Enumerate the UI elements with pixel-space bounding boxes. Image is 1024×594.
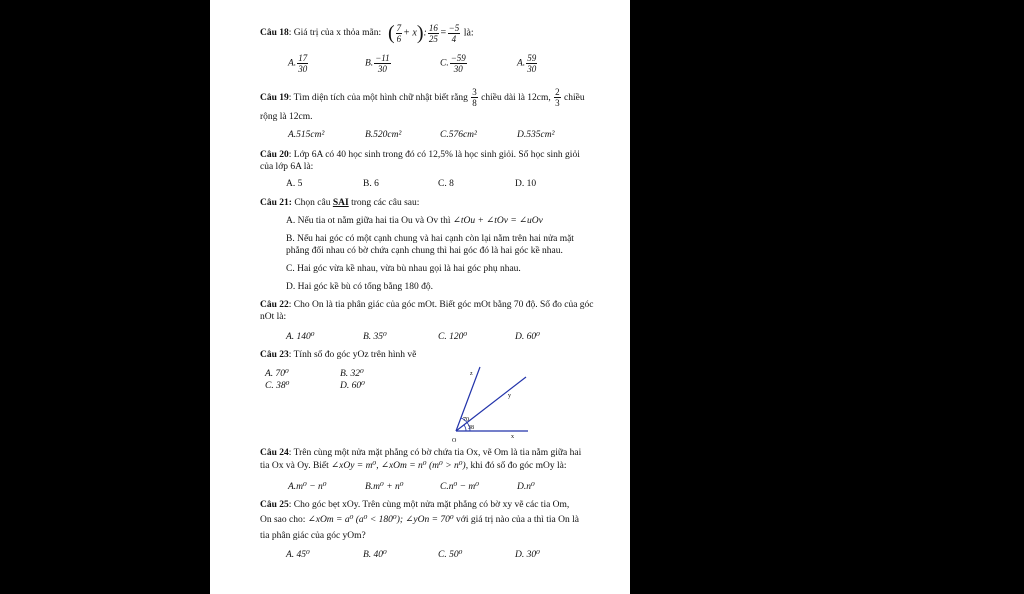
opt-letter: A. <box>517 58 526 69</box>
opt-letter: C. <box>440 58 449 69</box>
frac-num: 2 <box>555 87 560 98</box>
label-o: O <box>452 438 457 444</box>
frac-num: 59 <box>527 53 537 63</box>
q22-label: Câu 22 <box>260 300 289 310</box>
q18-expression: ( $\frac{7}{6}$ + x): $\frac{16}{25}$ = $\frac{-5}{4}$ là: <box>388 22 474 44</box>
q18-line <box>260 27 381 39</box>
q22-option-c: C. 120⁰ <box>438 332 468 342</box>
q20-text: : Lớp 6A có 40 học sinh trong đó có 12,5% là học sinh giỏi. Số học sinh giỏi của lớp 6A là: <box>260 150 580 172</box>
q25-label: Câu 25 <box>260 500 289 510</box>
q23-angle-figure <box>446 360 536 445</box>
q21-question <box>260 197 419 209</box>
label-angle-70: 70 <box>463 417 469 423</box>
q23-text: : Tính số đo góc yOz trên hình vẽ <box>288 350 417 360</box>
frac-den: 30 <box>298 64 308 74</box>
q19-text2: chiều dài là 12cm, <box>481 93 551 103</box>
frac-den: 8 <box>472 98 477 109</box>
q24-line1 <box>260 447 581 459</box>
q23-label: Câu 23 <box>260 350 289 360</box>
q18-option-b <box>365 53 392 74</box>
q24-line2 <box>260 460 567 472</box>
q18-option-d <box>517 53 538 74</box>
frac-num: 7 <box>396 22 402 33</box>
q25-text1: : Cho góc bẹt xOy. Trên cùng một nửa mặt phẳng có bờ xy vẽ các tia Om, <box>288 500 570 510</box>
q23-option-d: D. 60⁰ <box>340 381 365 391</box>
q24-option-b: B.m⁰ + n⁰ <box>365 482 404 492</box>
q22-option-b: B. 35⁰ <box>363 332 387 342</box>
label-x: x <box>511 434 514 440</box>
frac-num: 3 <box>472 87 477 98</box>
q25-text2: On sao cho: <box>260 515 306 525</box>
q19-text1: : Tìm diện tích của một hình chữ nhật biết rằng <box>288 93 468 103</box>
document-page <box>210 0 630 594</box>
q18-option-a <box>288 53 309 74</box>
q19-option-d: D.535cm² <box>517 130 555 140</box>
q23-option-c: C. 38⁰ <box>265 381 290 391</box>
q25-option-c: C. 50⁰ <box>438 550 463 560</box>
q18-text: : Giá trị của x thỏa mãn: <box>288 28 382 38</box>
q20-option-d: D. 10 <box>515 179 537 189</box>
q24-text3: , khi đó số đo góc mOy là: <box>465 461 567 471</box>
q23-option-b: B. 32⁰ <box>340 369 364 379</box>
q18-label: Câu 18 <box>260 28 289 38</box>
label-z: z <box>470 371 473 377</box>
frac-den: 4 <box>451 33 457 44</box>
frac-num: 17 <box>298 53 308 63</box>
q24-option-c: C.n⁰ − m⁰ <box>440 482 480 492</box>
q21-option-a <box>286 215 543 227</box>
q21-a-expr: ∠tOu + ∠tOv = ∠uOv <box>452 216 543 226</box>
q22-option-a: A. 140⁰ <box>286 332 315 342</box>
q25-expr: ∠xOm = a⁰ (a⁰ < 180⁰); ∠yOn = 70⁰ <box>307 515 454 525</box>
q19-option-c: C.576cm² <box>440 130 477 140</box>
q23-question <box>260 349 416 361</box>
op: : <box>423 27 427 39</box>
q20-option-b: B. 6 <box>363 179 379 189</box>
q25-line3: tia phân giác của góc yOm? <box>260 531 366 541</box>
q24-option-d: D.n⁰ <box>517 482 535 492</box>
eq: = <box>439 27 447 39</box>
q22-text: : Cho On là tia phân giác của góc mOt. Biết góc mOt bằng 70 độ. Số đo của góc nOt là: <box>260 300 594 322</box>
q25-line2 <box>260 514 579 526</box>
q22-question <box>260 299 595 323</box>
q20-label: Câu 20 <box>260 150 289 160</box>
q21-label: Câu 21: <box>260 198 292 208</box>
frac-den: 30 <box>453 64 463 74</box>
q21-option-c: C. Hai góc vừa kề nhau, vừa bù nhau gọi là hai góc phụ nhau. <box>286 264 521 274</box>
frac-num: 16 <box>428 22 438 33</box>
q19-option-a: A.515cm² <box>288 130 325 140</box>
q21-pre: Chọn câu <box>291 198 333 208</box>
q21-post: trong các câu sau: <box>348 198 420 208</box>
q20-option-a: A. 5 <box>286 179 303 189</box>
q19-line1 <box>260 86 585 110</box>
frac-num: −59 <box>450 53 466 63</box>
q25-line1 <box>260 499 569 511</box>
frac-den: 30 <box>377 64 387 74</box>
q22-option-d: D. 60⁰ <box>515 332 540 342</box>
angle-arc-small <box>464 425 466 431</box>
q25-option-b: B. 40⁰ <box>363 550 387 560</box>
plus-x: + x <box>403 27 417 39</box>
q24-label: Câu 24 <box>260 448 289 458</box>
q21-option-d: D. Hai góc kề bù có tổng bằng 180 độ. <box>286 282 433 292</box>
q21-option-b: B. Nếu hai góc có một cạnh chung và hai cạnh còn lại nằm trên hai nửa mặt phẳng đối nhau có bờ chứa cạnh chung thì hai góc đó là hai góc kề nhau. <box>286 234 574 256</box>
q24-text2: tia Ox và Oy. Biết <box>260 461 329 471</box>
frac-den: 3 <box>555 98 560 109</box>
q25-option-d: D. 30⁰ <box>515 550 540 560</box>
q19-line2: rộng là 12cm. <box>260 112 313 122</box>
label-angle-38: 38 <box>468 425 474 431</box>
q19-label: Câu 19 <box>260 93 289 103</box>
opt-letter: A. <box>288 58 297 69</box>
q18-option-c <box>440 53 468 74</box>
frac-den: 30 <box>527 64 537 74</box>
q25-option-a: A. 45⁰ <box>286 550 310 560</box>
q21-a-text: A. Nếu tia ot nằm giữa hai tia Ou và Ov thì <box>286 216 451 226</box>
q18-tail: là: <box>463 27 474 39</box>
frac-num: −5 <box>448 22 460 33</box>
q25-text3: với giá trị nào của a thì tia On là <box>456 515 579 525</box>
q24-option-a: A.m⁰ − n⁰ <box>288 482 327 492</box>
label-y: y <box>508 393 511 399</box>
frac-den: 25 <box>428 33 438 44</box>
frac-den: 6 <box>396 33 402 44</box>
q20-option-c: C. 8 <box>438 179 454 189</box>
frac-num: −11 <box>375 53 390 63</box>
q23-option-a: A. 70⁰ <box>265 369 289 379</box>
q24-text1: : Trên cùng một nửa mặt phẳng có bờ chứa tia Ox, vẽ Om là tia nằm giữa hai <box>288 448 582 458</box>
q20-question <box>260 149 595 173</box>
q19-option-b: B.520cm² <box>365 130 402 140</box>
opt-letter: B. <box>365 58 374 69</box>
q24-expr: ∠xOy = m⁰, ∠xOm = n⁰ (m⁰ > n⁰) <box>331 461 466 471</box>
q21-sai: SAI <box>332 198 349 208</box>
q19-text3: chiều <box>564 93 585 103</box>
